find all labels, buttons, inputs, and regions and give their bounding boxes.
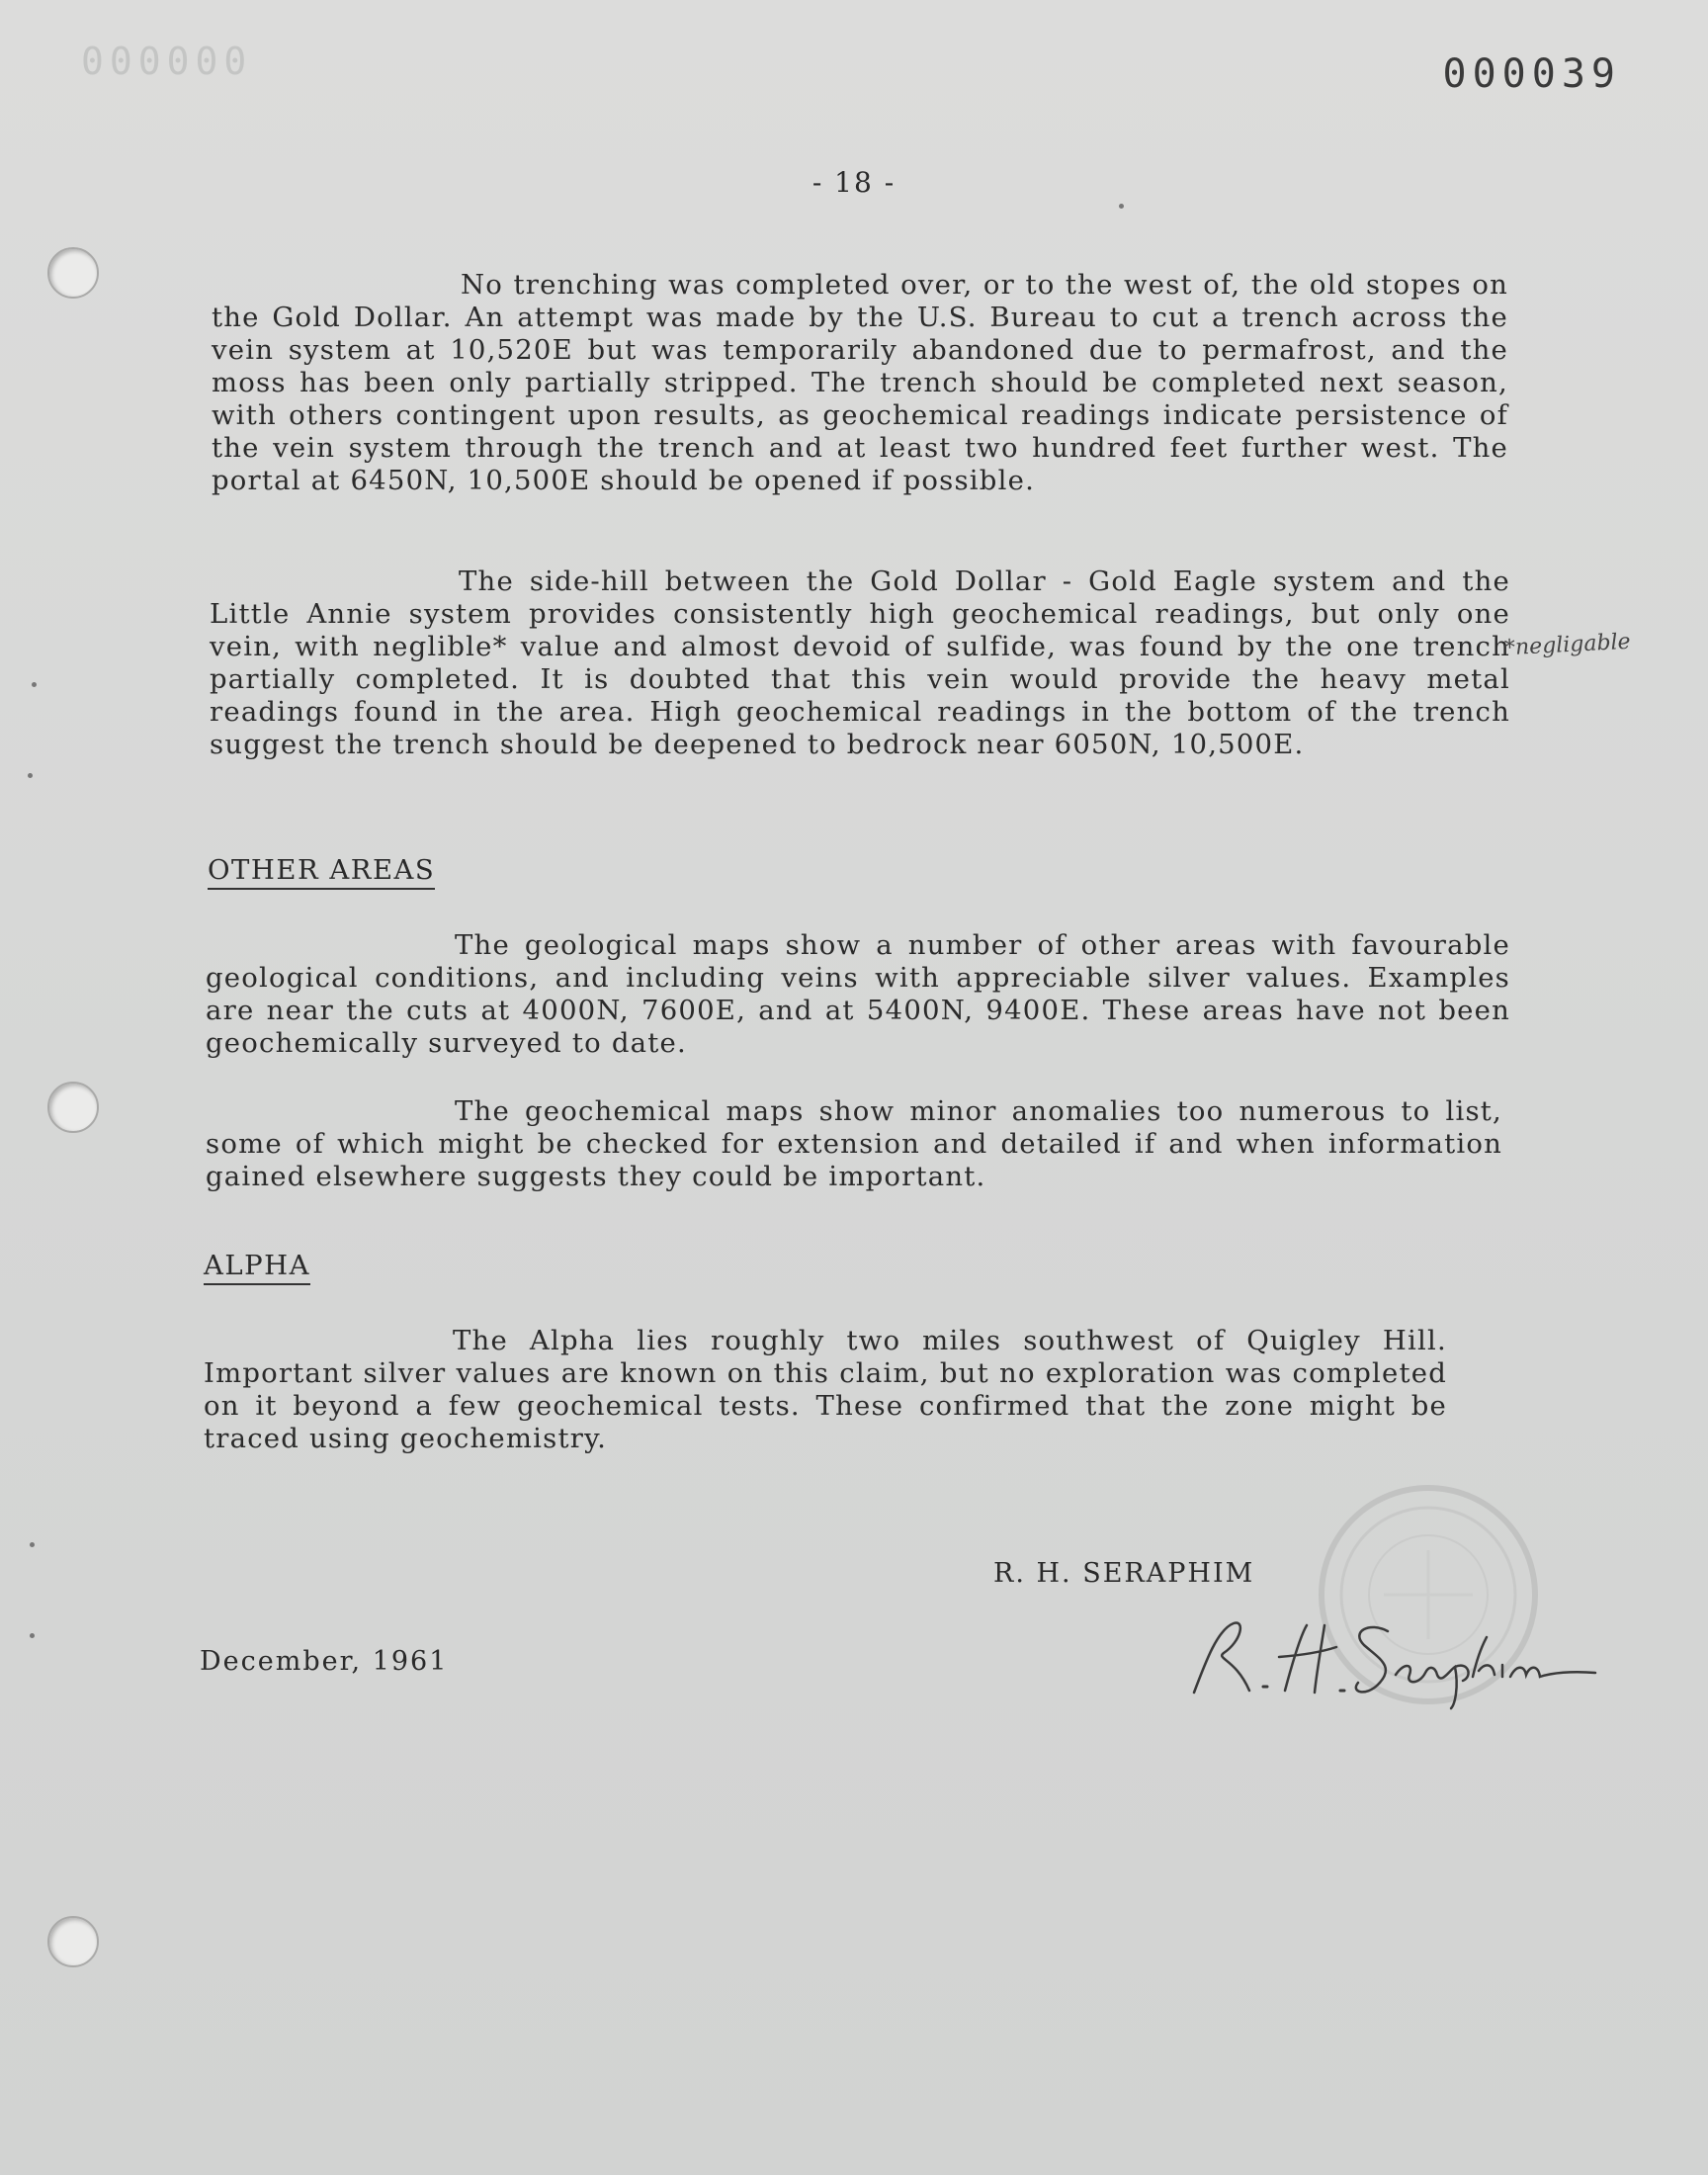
speck: [30, 1542, 35, 1547]
margin-note-handwritten: *negligable: [1503, 629, 1632, 661]
heading-alpha: ALPHA: [204, 1250, 310, 1285]
speck: [30, 1633, 35, 1638]
binder-hole-bottom: [47, 1916, 99, 1967]
paragraph-gold-dollar: No trenching was completed over, or to the west of, the old stopes on the Gold Dollar. An attempt was made by the U.S. Bureau to cut a trench across the vein system at 10,520E but was temporarily abandoned due to permafrost, and the moss has been only partially stripped. The trench should be completed next season, with others contingent upon results, as geochemical readings indicate persistence of the vein system through the trench and at least two hundred feet further west. The portal at 6450N, 10,500E should be opened if possible.: [212, 269, 1508, 496]
page-number: - 18 -: [811, 166, 897, 199]
speck: [32, 682, 37, 687]
faded-doc-number: 000000: [81, 40, 253, 83]
doc-number: 000039: [1442, 51, 1621, 97]
paragraph-alpha: The Alpha lies roughly two miles southwest of Quigley Hill. Important silver values are known on this claim, but no exploration was completed on it beyond a few geochemical tests. These confirmed that the zone might be traced using geochemistry.: [204, 1325, 1447, 1454]
heading-other-areas: OTHER AREAS: [208, 854, 435, 890]
binder-hole-top: [47, 247, 99, 299]
paragraph-geochemical-maps: The geochemical maps show minor anomalies too numerous to list, some of which might be checked for extension and detailed if and when information gained elsewhere suggests they could be important.: [206, 1095, 1502, 1192]
speck: [1119, 204, 1124, 209]
handwritten-signature: [1176, 1602, 1601, 1710]
signatory-name: R. H. SERAPHIM: [993, 1558, 1255, 1589]
speck: [28, 773, 33, 778]
paragraph-side-hill: The side-hill between the Gold Dollar - Gold Eagle system and the Little Annie system provides consistently high geochemical readings, but only one vein, with neglible* value and almost devoid of sulfide, was found by the one trench partially completed. It is doubted that this vein would provide the heavy metal readings found in the area. High geochemical readings in the bottom of the trench suggest the trench should be deepened to bedrock near 6050N, 10,500E.: [210, 566, 1510, 760]
document-date: December, 1961: [200, 1646, 449, 1677]
paragraph-other-areas: The geological maps show a number of other areas with favourable geological conditions, and including veins with appreciable silver values. Examples are near the cuts at 4000N, 7600E, and at 5400N, 9400E. These areas have not been geochemically surveyed to date.: [206, 929, 1510, 1059]
binder-hole-middle: [47, 1082, 99, 1133]
